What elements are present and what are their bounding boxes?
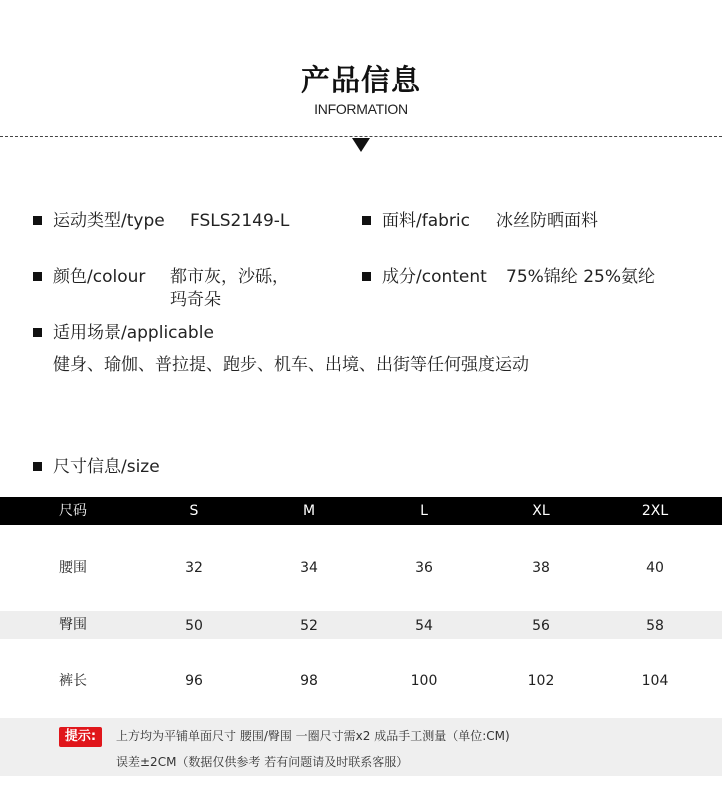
colour-label: 颜色/colour bbox=[53, 267, 146, 287]
bullet-square-icon bbox=[362, 216, 371, 225]
size-table-header bbox=[0, 497, 722, 525]
header-cell-xl: XL bbox=[532, 503, 550, 519]
table-cell: 40 bbox=[646, 560, 664, 576]
bullet-square-icon bbox=[33, 272, 42, 281]
bullet-square-icon bbox=[33, 216, 42, 225]
applicable-label: 适用场景/applicable bbox=[53, 323, 214, 343]
table-cell: 54 bbox=[415, 618, 433, 634]
header-cell-size: 尺码 bbox=[59, 503, 87, 519]
header-cell-s: S bbox=[189, 503, 199, 519]
content-value: 75%锦纶 25%氨纶 bbox=[506, 267, 655, 287]
table-cell: 58 bbox=[646, 618, 664, 634]
fabric-label: 面料/fabric bbox=[382, 211, 470, 231]
page-title: 产品信息 bbox=[300, 63, 421, 97]
table-row bbox=[0, 558, 722, 580]
header-cell-m: M bbox=[302, 503, 316, 519]
table-cell: 56 bbox=[532, 618, 550, 634]
tip-badge: 提示: bbox=[59, 727, 102, 747]
type-label: 运动类型/type bbox=[53, 211, 165, 231]
bullet-square-icon bbox=[33, 328, 42, 337]
table-cell: 36 bbox=[415, 560, 433, 576]
dashed-divider bbox=[0, 136, 722, 137]
header-cell-l: L bbox=[420, 503, 428, 519]
content-label: 成分/content bbox=[382, 267, 487, 287]
table-cell: 50 bbox=[185, 618, 203, 634]
bullet-square-icon bbox=[33, 462, 42, 471]
fabric-value: 冰丝防晒面料 bbox=[496, 211, 598, 231]
size-section-label: 尺寸信息/size bbox=[53, 457, 160, 477]
table-cell: 104 bbox=[641, 673, 669, 689]
table-cell: 38 bbox=[532, 560, 550, 576]
page-subtitle: INFORMATION bbox=[314, 101, 408, 117]
bullet-square-icon bbox=[362, 272, 371, 281]
table-cell: 100 bbox=[410, 673, 438, 689]
row-label: 裤长 bbox=[59, 673, 87, 689]
colour-value-continued: 玛奇朵 bbox=[170, 290, 221, 310]
row-label: 腰围 bbox=[59, 560, 87, 576]
note-line-2: 误差±2CM（数据仅供参考 若有问题请及时联系客服） bbox=[116, 755, 409, 769]
row-label: 臀围 bbox=[59, 617, 87, 633]
table-cell: 102 bbox=[527, 673, 555, 689]
table-row bbox=[0, 671, 722, 693]
table-cell: 98 bbox=[300, 673, 318, 689]
table-cell: 96 bbox=[185, 673, 203, 689]
down-triangle-icon bbox=[352, 138, 370, 152]
colour-value: 都市灰，沙砾， bbox=[170, 267, 289, 287]
table-cell: 52 bbox=[300, 618, 318, 634]
type-value: FSLS2149-L bbox=[190, 211, 290, 231]
note-line-1: 上方均为平铺单面尺寸 腰围/臀围 一圈尺寸需x2 成品手工测量（单位:CM) bbox=[116, 729, 510, 743]
table-row bbox=[0, 611, 722, 639]
header-cell-2xl: 2XL bbox=[641, 503, 669, 519]
table-cell: 34 bbox=[300, 560, 318, 576]
applicable-value: 健身、瑜伽、普拉提、跑步、机车、出境、出街等任何强度运动 bbox=[53, 355, 529, 375]
table-cell: 32 bbox=[185, 560, 203, 576]
